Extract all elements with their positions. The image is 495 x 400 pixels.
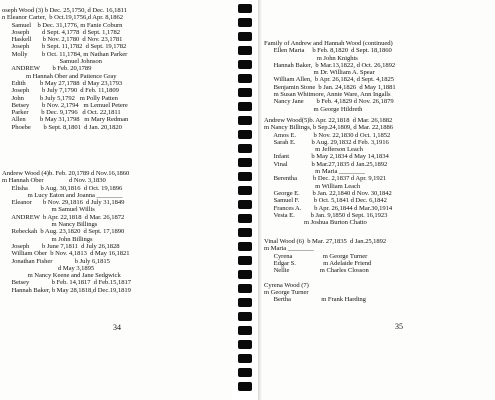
binding-hole — [238, 228, 252, 237]
right-family-block-1: Family of Andrew and Hannah Wood (continued) Ellen Maria b Feb. 8,1820 d Sept. 18,1860 m John Knights Hannah Baker, b Mar.13,1822, d Oct. 26,1892 m Dr. William A. Spear William Allen, b Apr. 26,1824, d Sept. 4,1825 Benjamin Stone b Jan. 24,1826 d May 1,1881 m Susan Whitmore, Annie Ware, Ann Ingalls Nancy Jane b Feb. 4,1829 d Nov. 26,1879 m George Hildreth — [264, 40, 396, 113]
binding-hole — [238, 326, 252, 335]
binding-hole — [238, 298, 252, 307]
page-shadow — [258, 0, 262, 400]
page-number-right: 35 — [395, 322, 403, 331]
left-family-block-1: oseph Wood (3) b Dec. 25,1750, d Dec. 16,1811 n Eleanor Carter, b Oct.19,1756,d Apr. 8,1862 Samuel b Dec. 31,1776, m Fanie Coburn Joseph d Sept. 4,1778 d Sept. 1,1782 Haskell b Nov. 2,1780 d Nov. 23,1781 Joseph b Sept. 11,1782 d Sept. 19,1782 Molly b Oct. 11,1784, m Nathan Parker Samuel Johnson ANDREW b Feb. 20,1789 m Hannah Ober and Patience Gray Edith b May 27,1788 d May 23,1793 Joseph b July 7,1790 d Feb. 11,1809 John b July 5,1792 m Polly Patten Betsey b Nov. 2,1794 m Lemuel Petere Parker b Dec. 9,1796 d Oct. 22,1811 Allen b May 31,1798 m Mary Redman Phoebe b Sept. 8,1801 d Jan. 20,1820 — [2, 7, 129, 131]
binding-hole — [238, 368, 252, 377]
binding-hole — [238, 382, 252, 391]
binding-hole — [238, 214, 252, 223]
binding-hole — [238, 284, 252, 293]
binding-hole — [238, 88, 252, 97]
binding-hole — [238, 74, 252, 83]
binding-hole — [238, 32, 252, 41]
binding-hole — [238, 340, 252, 349]
binding-hole — [238, 46, 252, 55]
left-page — [0, 0, 232, 400]
binding-hole — [238, 18, 252, 27]
binding-hole — [238, 116, 252, 125]
binding-hole — [238, 144, 252, 153]
right-family-block-3: Vinal Wood (6) b Mar. 27,1835 d Jan.25,1892 m Maria ________ Cyrena m George Turner Edgar S. m Adelaide Friend Nellie m Charles Closson Cyrena Wood (7) m George Turner Bertha m Frank Harding — [264, 238, 387, 304]
binding-hole — [238, 256, 252, 265]
binding-hole — [238, 4, 252, 13]
right-family-block-2: Andrew Wood(5)b. Apr. 22,1818 d Mar. 26,1882 m Nancy Billings, b Sep.24,1809, d Mar. 22,1886 Amos E. b Nov. 22,1830 d Oct. 1,1852 Sarah E. b Aug. 29,1832 d Feb. 3,1916 m Jefferson Leach Infant b May 2,1834 d May 14,1834 Vinal b Mar.27,1835 d Jan.25,1892 m Maria ________ Berentha b Dec. 2,1837 d Apr. 9,1921 m William Leach George E. b Jan. 22,1840 d Nov. 30,1842 Samuel F. b Oct. 5,1841 d Dec. 6,1842 Frances A. b Apr. 26,1844 d Mar.30,1914 Vesta E. b Jan. 9,1850 d Sept. 16,1923 m Joshua Burton Chatto — [264, 117, 393, 227]
right-page — [258, 0, 495, 400]
page-number-left: 34 — [113, 323, 121, 332]
binding-hole — [238, 354, 252, 363]
binding-hole — [238, 312, 252, 321]
binding-hole — [238, 270, 252, 279]
binding-hole — [238, 242, 252, 251]
binding-hole — [238, 186, 252, 195]
binding-hole — [238, 102, 252, 111]
binding-hole — [238, 60, 252, 69]
binding-hole — [238, 158, 252, 167]
binding-hole — [238, 172, 252, 181]
left-family-block-2: Andrew Wood (4)b. Feb. 20,1789 d Nov.16,1860 m Hannah Ober d Nov. 3,1830 Elisha b Aug. 30,1816 d Oct. 19,1896 m Lucy Eaton and Joanna ________ Eleanor b Nov. 29,1816 d July 31,1849 m Samuel Willis ANDREW b Apr. 22,1818 d Mar. 26,1872 m Nancy Billings Rebeckah b Aug. 23,1820 d Sept. 17,1890 m John Billings Joseph b June 7,1811 d July 26,1828 William Ober b Nov. 4,1813 d May 16,1821 Jonathan Fisher b July 6,1815 d May 3,1895 m Nancy Keene and Jane Sedgwick Betsey b Feb. 14,1817 d Feb.15,1817 Hannah Baker, b May 28,1818,d Dec.19,1819 — [2, 170, 131, 294]
binding-hole — [238, 200, 252, 209]
binding-hole — [238, 130, 252, 139]
